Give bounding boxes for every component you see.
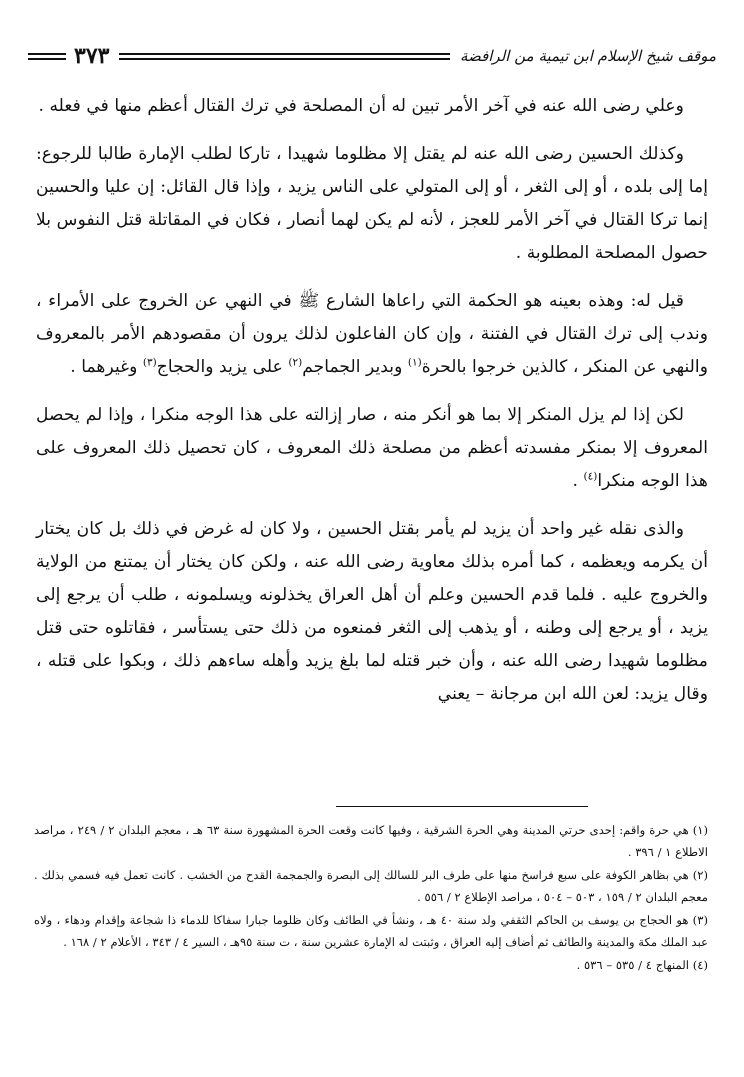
footnote-ref-4[interactable]: (٤)	[583, 470, 598, 483]
footnote-3: (٣) هو الحجاج بن يوسف بن الحاكم الثقفي ولد سنة ٤٠ هـ ، ونشأ في الطائف وكان ظلوما جبارا سفاكا للدماء ذا شجاعة وإقدام ودهاء ، ولاه عبد الملك مكة والمدينة والطائف ثم أضاف إليه العراق ، وثبتت له الإمارة عشرين سنة ، ت سنة ٩٥هـ ، السير ٤ / ٣٤٣ ، الأعلام ٢ / ١٦٨ .	[34, 913, 708, 949]
paragraph-3	[36, 285, 708, 384]
paragraph-3-mid-2: على يزيد والحجاج	[156, 357, 289, 377]
paragraph-3-mid-1: وبدير الجماجم	[302, 357, 408, 377]
footnote-1: (١) هي حرة واقم: إحدى حرتي المدينة وهي الحرة الشرقية ، وفيها كانت وقعت الحرة المشهورة سنة ٦٣ هـ ، معجم البلدان ٢ / ٢٤٩ ، مراصد الاطلاع ١ / ٣٩٦ .	[34, 823, 709, 859]
paragraph-1: وعلي رضى الله عنه في آخر الأمر تبين له أن المصلحة في ترك القتال أعظم منها في فعله .	[38, 96, 684, 116]
paragraph-3-text: قيل له: وهذه بعينه هو الحكمة التي راعاها الشارع ﷺ في النهي عن الخروج على الأمراء ، وندب إلى ترك القتال في الفتنة ، وإن كان الفاعلون لذلك يرون أن مقصودهم الأمر بالمعروف والنهي عن المنكر ، كالذين خرجوا بالحرة	[36, 291, 708, 377]
footnotes	[34, 820, 708, 979]
footnote-2: (٢) هي بظاهر الكوفة على سبع فراسخ منها على طرف البر للسالك إلى البصرة والجمجمة القدح من الخشب . كانت تعمل فيه فسمي بذلك . معجم البلدان ٢ / ١٥٩ ، ٥٠٣ – ٥٠٤ ، مراصد الإطلاع ٢ / ٥٥٦ .	[34, 868, 708, 904]
header-rule	[119, 51, 450, 61]
header-rule-short	[28, 51, 66, 61]
paragraph-4-text: لكن إذا لم يزل المنكر إلا بما هو أنكر منه ، صار إزالته على هذا الوجه منكرا ، وإذا لم يحصل المعروف إلا بمنكر مفسدته أعظم من مصلحة ذلك المعروف ، كان تحصيل ذلك المعروف على هذا الوجه منكرا	[36, 405, 708, 491]
paragraph-2: وكذلك الحسين رضى الله عنه لم يقتل إلا مظلوما شهيدا ، تاركا لطلب الإمارة طالبا للرجوع: إما إلى بلده ، أو إلى الثغر ، أو إلى المتولي على الناس يزيد ، وإذا قال القائل: إن عليا والحسين إنما تركا القتال في آخر الأمر للعجز ، لأنه لم يكن لهما أنصار ، فكان في المقاتلة قتل النفوس بلا حصول المصلحة المطلوبة .	[36, 144, 708, 263]
footnote-ref-1[interactable]: (١)	[407, 356, 422, 369]
footnote-ref-2[interactable]: (٢)	[288, 356, 303, 369]
page-header	[28, 40, 716, 72]
main-text	[36, 90, 708, 726]
page-number: ٣٧٣	[74, 43, 110, 69]
footnote-ref-3[interactable]: (٣)	[142, 356, 157, 369]
paragraph-5: والذى نقله غير واحد أن يزيد لم يأمر بقتل الحسين ، ولا كان له غرض في ذلك بل كان يختار أن يكرمه ويعظمه ، كما أمره بذلك معاوية رضى الله عنه ، ولكن كان يختار أن يمتنع من الولاية والخروج عليه . فلما قدم الحسين وعلم أن أهل العراق يخذلونه ويسلمونه ، طلب أن يرجع إلى يزيد ، أو يرجع إلى وطنه ، أو يذهب إلى الثغر فمنعوه من ذلك حتى يستأسر ، فقاتلوه حتى قتل مظلوما شهيدا رضى الله عنه ، وأن خبر قتله لما بلغ يزيد وأهله ساءهم ذلك ، وبكوا على قتله ، وقال يزيد: لعن الله ابن مرجانة – يعني	[36, 519, 708, 704]
paragraph-4	[36, 399, 708, 498]
paragraph-3-tail: وغيرهما .	[70, 357, 143, 377]
footnote-divider	[336, 806, 588, 807]
footnote-4: (٤) المنهاج ٤ / ٥٣٥ – ٥٣٦ .	[576, 958, 708, 972]
running-title: موقف شيخ الإسلام ابن تيمية من الرافضة	[460, 47, 716, 65]
paragraph-4-tail: .	[572, 471, 584, 491]
